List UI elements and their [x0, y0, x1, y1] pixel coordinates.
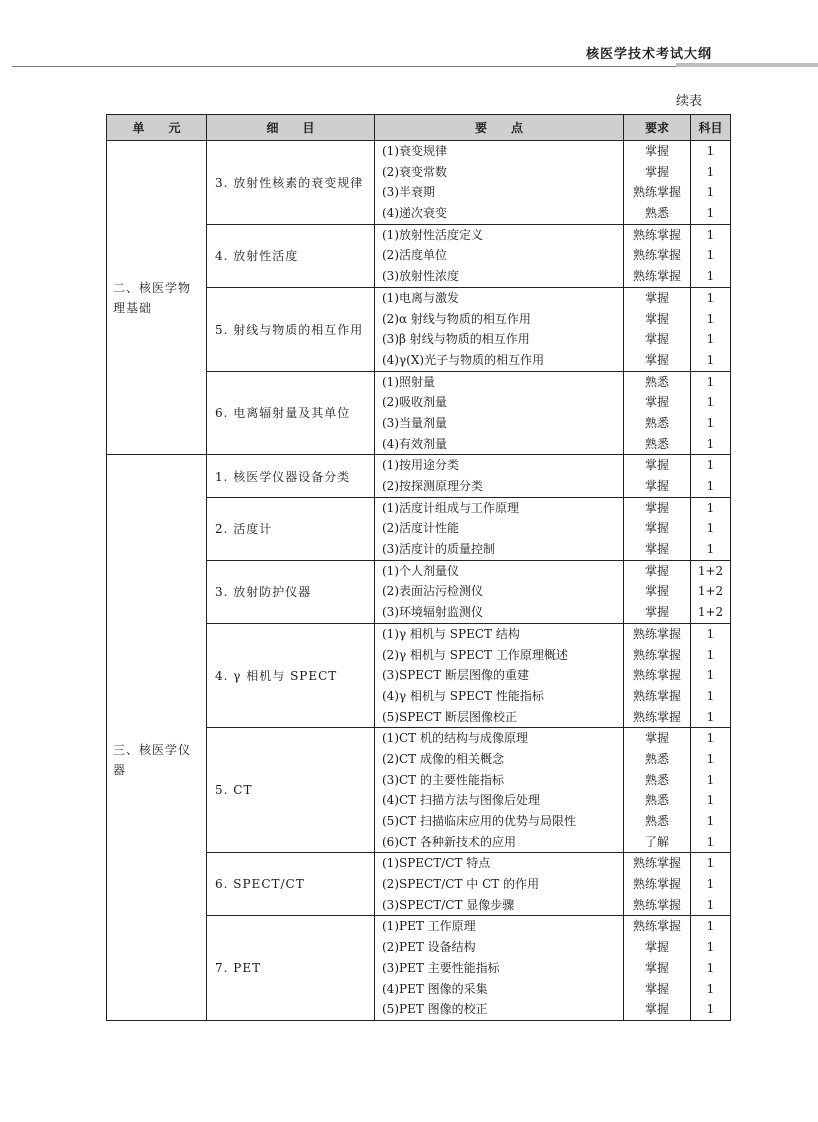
- table-header-row: [107, 115, 731, 141]
- point-cell: [375, 455, 624, 497]
- subject-cell: [691, 371, 731, 455]
- point-text: (1)衰变规律: [382, 144, 447, 158]
- subitem-cell: [207, 623, 375, 727]
- requirement-text: 熟悉: [644, 415, 669, 430]
- subject-text: 1: [706, 834, 715, 849]
- point-cell: [375, 560, 624, 623]
- subject-text: 1: [706, 415, 715, 430]
- requirement-text: 掌握: [644, 395, 669, 410]
- subject-text: 1: [706, 311, 715, 326]
- requirement-text: 掌握: [644, 164, 669, 179]
- subject-cell: [691, 455, 731, 497]
- point-cell: [375, 141, 624, 225]
- subitem-title: 1. 核医学仪器设备分类: [215, 469, 351, 484]
- point-cell: [375, 916, 624, 1020]
- requirement-text: 掌握: [644, 584, 669, 599]
- syllabus-table: [106, 114, 731, 1021]
- point-text: (1)放射性活度定义: [382, 227, 483, 242]
- requirement-text: 熟悉: [644, 751, 669, 766]
- point-text: (5)PET 图像的校正: [382, 1002, 488, 1017]
- requirement-text: 掌握: [644, 563, 669, 578]
- point-text: (6)CT 各种新技术的应用: [382, 834, 516, 849]
- subject-cell: [691, 728, 731, 853]
- requirement-text: 掌握: [644, 458, 669, 473]
- requirement-cell: [624, 560, 691, 623]
- subitem-cell: [207, 141, 375, 225]
- requirement-cell: [624, 497, 691, 560]
- requirement-text: 熟悉: [644, 793, 669, 808]
- subject-text: 1: [706, 709, 715, 724]
- subitem-cell: [207, 497, 375, 560]
- subitem-cell: [207, 916, 375, 1020]
- subject-text: 1: [706, 981, 715, 996]
- subject-text: 1: [706, 436, 715, 451]
- continued-label: 续表: [676, 94, 703, 109]
- subject-text: 1: [706, 919, 715, 934]
- subject-text: 1: [706, 960, 715, 975]
- requirement-text: 掌握: [644, 500, 669, 515]
- requirement-cell: [624, 916, 691, 1020]
- requirement-text: 熟练掌握: [632, 647, 681, 662]
- requirement-text: 熟练掌握: [632, 856, 681, 871]
- point-text: (3)SPECT/CT 显像步骤: [382, 897, 515, 912]
- subject-text: 1: [706, 668, 715, 683]
- requirement-text: 熟悉: [644, 814, 669, 828]
- subject-text: 1: [706, 458, 715, 473]
- point-text: (3)SPECT 断层图像的重建: [382, 668, 530, 683]
- subject-text: 1: [706, 269, 715, 284]
- point-cell: [375, 497, 624, 560]
- requirement-text: 掌握: [644, 479, 669, 493]
- requirement-text: 熟练掌握: [632, 668, 681, 683]
- table-body: [107, 141, 731, 1021]
- subject-cell: [691, 916, 731, 1020]
- point-cell: [375, 853, 624, 916]
- subject-text: 1: [706, 227, 715, 242]
- subject-text: 1: [706, 814, 715, 828]
- point-text: (2)衰变常数: [382, 164, 447, 179]
- point-text: (2)CT 成像的相关概念: [382, 751, 504, 766]
- requirement-cell: [624, 224, 691, 287]
- point-text: (4)γ(X)光子与物质的相互作用: [382, 352, 545, 367]
- subitem-cell: [207, 728, 375, 853]
- subject-text: 1: [706, 248, 715, 263]
- column-header-requirement: 要求: [624, 115, 691, 141]
- requirement-text: 掌握: [644, 981, 669, 996]
- point-text: (2)活度计性能: [382, 521, 459, 536]
- subitem-title: 6. 电离辐射量及其单位: [215, 406, 351, 421]
- requirement-cell: [624, 623, 691, 727]
- point-text: (1)CT 机的结构与成像原理: [382, 731, 528, 746]
- subject-cell: [691, 141, 731, 225]
- requirement-cell: [624, 141, 691, 225]
- requirement-text: 熟练掌握: [632, 269, 681, 284]
- point-text: (4)γ 相机与 SPECT 性能指标: [382, 688, 544, 703]
- requirement-text: 熟练掌握: [632, 626, 681, 641]
- subject-text: 1: [706, 688, 715, 703]
- point-text: (2)活度单位: [382, 248, 447, 263]
- subitem-cell: [207, 455, 375, 497]
- subject-text: 1: [706, 500, 715, 515]
- subject-text: 1: [706, 206, 715, 221]
- point-text: (2)吸收剂量: [382, 395, 447, 410]
- subitem-title: 7. PET: [215, 961, 262, 976]
- subject-text: 1: [706, 395, 715, 410]
- subject-text: 1+2: [697, 584, 724, 599]
- point-text: (4)有效剂量: [382, 436, 447, 451]
- subject-text: 1: [706, 731, 715, 746]
- requirement-text: 掌握: [644, 144, 669, 158]
- subject-text: 1: [706, 647, 715, 662]
- point-text: (1)SPECT/CT 特点: [382, 856, 491, 871]
- point-text: (2)PET 设备结构: [382, 940, 476, 955]
- column-header-unit: 单 元: [107, 115, 207, 141]
- requirement-cell: [624, 287, 691, 371]
- requirement-text: 了解: [644, 834, 669, 849]
- table-row: [107, 455, 731, 497]
- subject-text: 1: [706, 897, 715, 912]
- page-header-title: 核医学技术考试大纲: [585, 47, 712, 62]
- point-text: (1)活度计组成与工作原理: [382, 500, 519, 515]
- requirement-text: 掌握: [644, 940, 669, 955]
- requirement-text: 熟悉: [644, 206, 669, 221]
- column-header-points: 要 点: [375, 115, 624, 141]
- point-text: (3)放射性浓度: [382, 269, 459, 284]
- point-text: (3)半衰期: [382, 185, 435, 200]
- requirement-text: 熟练掌握: [632, 897, 681, 912]
- requirement-text: 熟练掌握: [632, 248, 681, 263]
- subitem-title: 5. 射线与物质的相互作用: [215, 322, 364, 337]
- point-cell: [375, 224, 624, 287]
- subitem-title: 6. SPECT/CT: [215, 877, 305, 892]
- subject-text: 1: [706, 164, 715, 179]
- requirement-text: 熟练掌握: [632, 688, 681, 703]
- column-header-subitem: 细 目: [207, 115, 375, 141]
- point-text: (3)CT 的主要性能指标: [382, 772, 504, 787]
- point-text: (1)电离与激发: [382, 290, 459, 305]
- requirement-text: 熟悉: [644, 374, 669, 389]
- subitem-cell: [207, 853, 375, 916]
- point-text: (5)SPECT 断层图像校正: [382, 709, 518, 724]
- subitem-cell: [207, 224, 375, 287]
- point-text: (2)表面沾污检测仪: [382, 584, 483, 599]
- subject-text: 1: [706, 940, 715, 955]
- point-text: (4)PET 图像的采集: [382, 981, 488, 996]
- subitem-title: 3. 放射防护仪器: [215, 585, 312, 600]
- point-cell: [375, 728, 624, 853]
- requirement-text: 掌握: [644, 311, 669, 326]
- subject-text: 1: [706, 751, 715, 766]
- point-cell: [375, 287, 624, 371]
- requirement-text: 掌握: [644, 332, 669, 347]
- point-text: (1)γ 相机与 SPECT 结构: [382, 626, 520, 641]
- point-text: (3)PET 主要性能指标: [382, 960, 500, 975]
- requirement-text: 掌握: [644, 605, 669, 620]
- requirement-text: 熟悉: [644, 772, 669, 787]
- point-cell: [375, 371, 624, 455]
- requirement-text: 掌握: [644, 542, 669, 557]
- subject-text: 1: [706, 332, 715, 347]
- point-cell: [375, 623, 624, 727]
- subitem-title: 4. 放射性活度: [215, 249, 299, 264]
- subject-text: 1: [706, 793, 715, 808]
- point-text: (1)PET 工作原理: [382, 919, 476, 934]
- subitem-title: 5. CT: [215, 783, 253, 798]
- unit-name: 三、核医学仪器: [113, 743, 192, 778]
- subject-text: 1: [706, 185, 715, 200]
- subitem-cell: [207, 287, 375, 371]
- point-text: (2)γ 相机与 SPECT 工作原理概述: [382, 647, 568, 662]
- point-text: (2)α 射线与物质的相互作用: [382, 311, 531, 326]
- subject-text: 1: [706, 290, 715, 305]
- subitem-cell: [207, 560, 375, 623]
- subject-cell: [691, 287, 731, 371]
- point-text: (4)CT 扫描方法与图像后处理: [382, 793, 540, 808]
- subitem-cell: [207, 371, 375, 455]
- subject-text: 1: [706, 374, 715, 389]
- requirement-text: 掌握: [644, 731, 669, 746]
- point-text: (3)β 射线与物质的相互作用: [382, 332, 530, 347]
- requirement-cell: [624, 728, 691, 853]
- subject-text: 1+2: [697, 563, 724, 578]
- point-text: (1)个人剂量仪: [382, 563, 459, 578]
- requirement-cell: [624, 455, 691, 497]
- subject-text: 1: [706, 877, 715, 892]
- subject-cell: [691, 853, 731, 916]
- subject-text: 1: [706, 1002, 715, 1017]
- requirement-text: 熟练掌握: [632, 227, 681, 242]
- subject-text: 1: [706, 521, 715, 536]
- requirement-text: 掌握: [644, 290, 669, 305]
- subject-cell: [691, 497, 731, 560]
- requirement-cell: [624, 371, 691, 455]
- subject-cell: [691, 224, 731, 287]
- subject-text: 1: [706, 479, 715, 493]
- header-accent-bar: [676, 63, 818, 67]
- subject-cell: [691, 623, 731, 727]
- point-text: (2)按探测原理分类: [382, 479, 483, 493]
- requirement-text: 熟练掌握: [632, 709, 681, 724]
- subject-text: 1: [706, 542, 715, 557]
- subject-text: 1+2: [697, 605, 724, 620]
- requirement-text: 熟练掌握: [632, 185, 681, 200]
- point-text: (1)按用途分类: [382, 458, 459, 473]
- unit-cell: [107, 455, 207, 1021]
- subitem-title: 3. 放射性核素的衰变规律: [215, 175, 364, 190]
- point-text: (3)当量剂量: [382, 415, 447, 430]
- table-row: [107, 141, 731, 225]
- requirement-text: 熟悉: [644, 436, 669, 451]
- subitem-title: 2. 活度计: [215, 522, 273, 537]
- subject-text: 1: [706, 856, 715, 871]
- requirement-text: 掌握: [644, 521, 669, 536]
- requirement-text: 掌握: [644, 352, 669, 367]
- subject-cell: [691, 560, 731, 623]
- column-header-subject: 科目: [691, 115, 731, 141]
- point-text: (1)照射量: [382, 374, 435, 389]
- point-text: (4)递次衰变: [382, 206, 447, 221]
- subject-text: 1: [706, 626, 715, 641]
- requirement-text: 熟练掌握: [632, 919, 681, 934]
- requirement-cell: [624, 853, 691, 916]
- requirement-text: 掌握: [644, 1002, 669, 1017]
- point-text: (3)环境辐射监测仪: [382, 605, 483, 620]
- subject-text: 1: [706, 352, 715, 367]
- point-text: (2)SPECT/CT 中 CT 的作用: [382, 877, 540, 892]
- requirement-text: 熟练掌握: [632, 877, 681, 892]
- unit-name: 二、核医学物理基础: [113, 280, 192, 315]
- unit-cell: [107, 141, 207, 455]
- requirement-text: 掌握: [644, 960, 669, 975]
- point-text: (5)CT 扫描临床应用的优势与局限性: [382, 814, 576, 828]
- point-text: (3)活度计的质量控制: [382, 542, 495, 557]
- subject-text: 1: [706, 144, 715, 158]
- subject-text: 1: [706, 772, 715, 787]
- subitem-title: 4. γ 相机与 SPECT: [215, 669, 338, 684]
